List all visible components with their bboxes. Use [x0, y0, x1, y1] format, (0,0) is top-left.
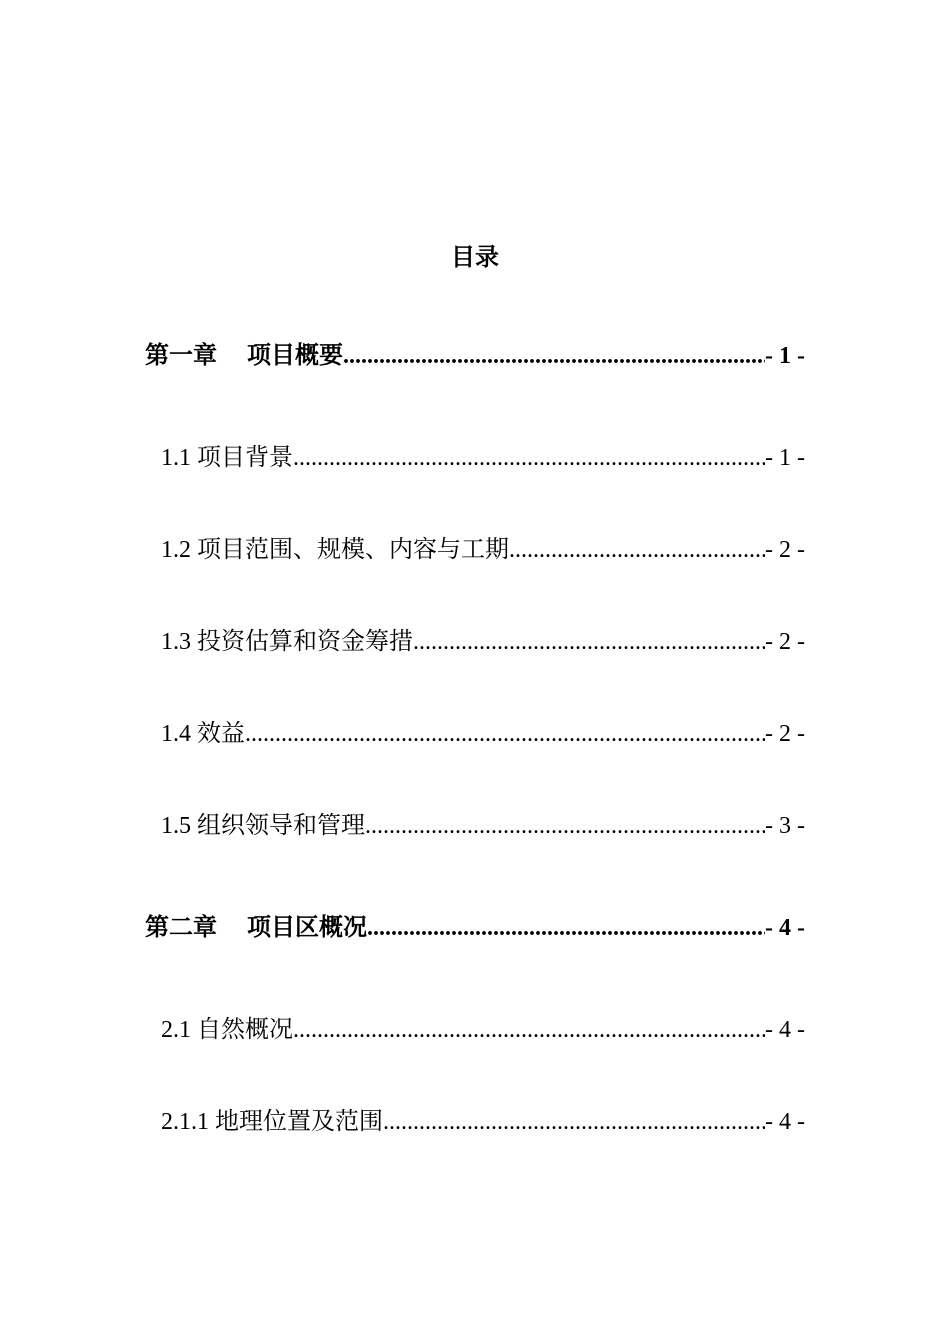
toc-entry-label	[161, 532, 509, 568]
dot-leader	[293, 440, 765, 476]
toc-entry-page: - 4 -	[765, 1017, 805, 1043]
toc-title: 目录	[451, 245, 499, 271]
toc-entry-title: 项目概要	[247, 343, 343, 369]
toc-entry-1-4[interactable]	[161, 716, 805, 752]
toc-entry-title: 组织领导和管理	[197, 813, 365, 839]
toc-entry-page: - 4 -	[765, 915, 805, 941]
toc-entry-label	[161, 624, 413, 660]
toc-entry-title: 项目区概况	[247, 915, 367, 941]
toc-entry-number: 2.1	[161, 1017, 191, 1043]
toc-entry-label	[145, 338, 343, 374]
dot-leader	[365, 808, 765, 844]
toc-entry-page: - 2 -	[765, 629, 805, 655]
dot-leader	[509, 532, 765, 568]
toc-entry-number: 1.2	[161, 537, 191, 563]
toc-entry-number: 1.5	[161, 813, 191, 839]
toc-entry-1-5[interactable]	[161, 808, 805, 844]
toc-entry-2-1-1[interactable]	[161, 1104, 805, 1140]
dot-leader	[343, 338, 765, 374]
toc-entry-label	[145, 910, 367, 946]
toc-entry-number: 1.3	[161, 629, 191, 655]
toc-entry-number: 1.4	[161, 721, 191, 747]
toc-entry-1-2[interactable]	[161, 532, 805, 568]
toc-entry-chapter-1[interactable]	[145, 338, 805, 374]
dot-leader	[413, 624, 765, 660]
toc-entry-title: 投资估算和资金筹措	[197, 629, 413, 655]
toc-entry-number: 第二章	[145, 915, 217, 941]
toc-entry-page: - 2 -	[765, 537, 805, 563]
toc-entry-number: 1.1	[161, 445, 191, 471]
toc-entry-chapter-2[interactable]	[145, 910, 805, 946]
toc-entry-2-1[interactable]	[161, 1012, 805, 1048]
toc-entry-title: 地理位置及范围	[215, 1109, 383, 1135]
toc-entry-1-1[interactable]	[161, 440, 805, 476]
toc-entry-title: 项目背景	[197, 445, 293, 471]
toc-entry-page: - 3 -	[765, 813, 805, 839]
toc-entry-page: - 4 -	[765, 1109, 805, 1135]
dot-leader	[245, 716, 765, 752]
toc-entry-1-3[interactable]	[161, 624, 805, 660]
toc-entry-label	[161, 808, 365, 844]
toc-entry-page: - 2 -	[765, 721, 805, 747]
toc-entry-label	[161, 440, 293, 476]
toc-entry-number: 第一章	[145, 343, 217, 369]
toc-entry-title: 自然概况	[197, 1017, 293, 1043]
dot-leader	[383, 1104, 765, 1140]
toc-entry-title: 效益	[197, 721, 245, 747]
toc-entry-page: - 1 -	[765, 343, 805, 369]
toc-entry-label	[161, 716, 245, 752]
toc-entry-number: 2.1.1	[161, 1109, 209, 1135]
toc-entry-label	[161, 1104, 383, 1140]
toc-entry-page: - 1 -	[765, 445, 805, 471]
dot-leader	[293, 1012, 765, 1048]
toc-entry-label	[161, 1012, 293, 1048]
dot-leader	[367, 910, 765, 946]
toc-entry-title: 项目范围、规模、内容与工期	[197, 537, 509, 563]
